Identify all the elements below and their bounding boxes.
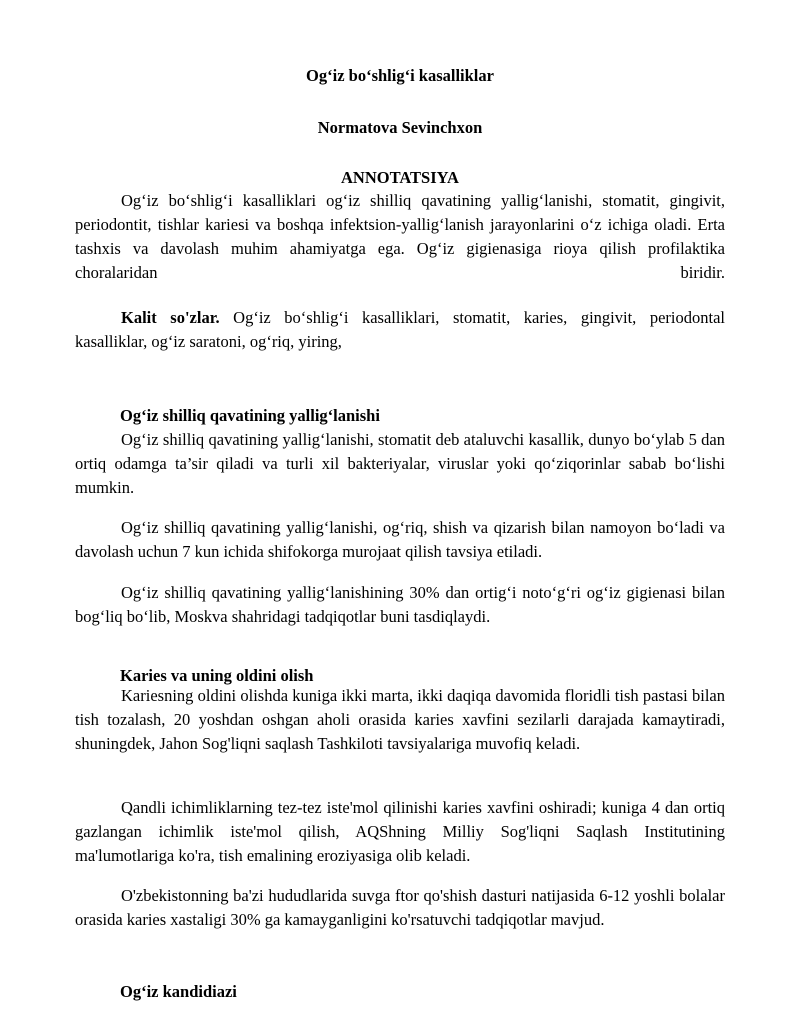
- annotation-paragraph: Og‘iz bo‘shlig‘i kasalliklari og‘iz shilliq qavatining yallig‘lanishi, stomatit, gingivit, periodontit, tishlar kariesi va boshqa infektsion-yallig‘lanish jarayonlarini o‘z ichiga oladi. Erta tashxis va davolash muhim ahamiyatga ega. Og‘iz gigienasiga rioya qilish profilaktika choralaridan biridir.: [75, 191, 725, 282]
- section-paragraph: Qandli ichimliklarning tez-tez iste'mol qilinishi karies xavfini oshiradi; kuniga 4 dan ortiq gazlangan ichimlik iste'mol qilish, AQShning Milliy Sog'liqni Saqlash Institutining ma'lumotlariga ko'ra, tish emalining eroziyasiga olib keladi.: [75, 798, 725, 865]
- keywords-paragraph: [75, 306, 725, 354]
- section-heading: Og‘iz shilliq qavatining yallig‘lanishi: [120, 406, 380, 425]
- section-paragraph: Kariesning oldini olishda kuniga ikki marta, ikki daqiqa davomida floridli tish pastasi bilan tish tozalash, 20 yoshdan oshgan aholi orasida karies xavfini sezilarli darajada kamaytiradi, shuningdek, Jahon Sog'liqni saqlash Tashkiloti tavsiyalariga muvofiq keladi.: [75, 686, 725, 753]
- section-paragraph: Og‘iz shilliq qavatining yallig‘lanishi, og‘riq, shish va qizarish bilan namoyon bo‘ladi va davolash uchun 7 kun ichida shifokorga murojaat qilish tavsiya etiladi.: [75, 518, 725, 561]
- section-heading: Og‘iz kandidiazi: [120, 982, 237, 1001]
- keywords-label: Kalit so'zlar.: [121, 308, 220, 327]
- section-paragraph: Og‘iz shilliq qavatining yallig‘lanishi, stomatit deb ataluvchi kasallik, dunyo bo‘ylab 5 dan ortiq odamga ta’sir qiladi va turli xil bakteriyalar, viruslar yoki qo‘ziqorinlar sabab bo‘lishi mumkin.: [75, 430, 725, 497]
- keywords-text: Og‘iz bo‘shlig‘i kasalliklari, stomatit, karies, gingivit, periodontal kasalliklar, og‘iz saratoni, og‘riq, yiring,: [75, 308, 725, 351]
- section-heading: Karies va uning oldini olish: [120, 666, 314, 685]
- annotation-heading: ANNOTATSIYA: [341, 168, 459, 187]
- author-name: Normatova Sevinchxon: [317, 118, 483, 137]
- section-paragraph: Og‘iz shilliq qavatining yallig‘lanishining 30% dan ortig‘i noto‘g‘ri og‘iz gigienasi bilan bog‘liq bo‘lib, Moskva shahridagi tadqiqotlar buni tasdiqlaydi.: [75, 583, 725, 626]
- section-paragraph: O'zbekistonning ba'zi hududlarida suvga ftor qo'shish dasturi natijasida 6-12 yoshli bolalar orasida karies xastaligi 30% ga kamayganligini ko'rsatuvchi tadqiqotlar mavjud.: [75, 886, 725, 929]
- document-title: Og‘iz bo‘shlig‘i kasalliklar: [306, 66, 494, 85]
